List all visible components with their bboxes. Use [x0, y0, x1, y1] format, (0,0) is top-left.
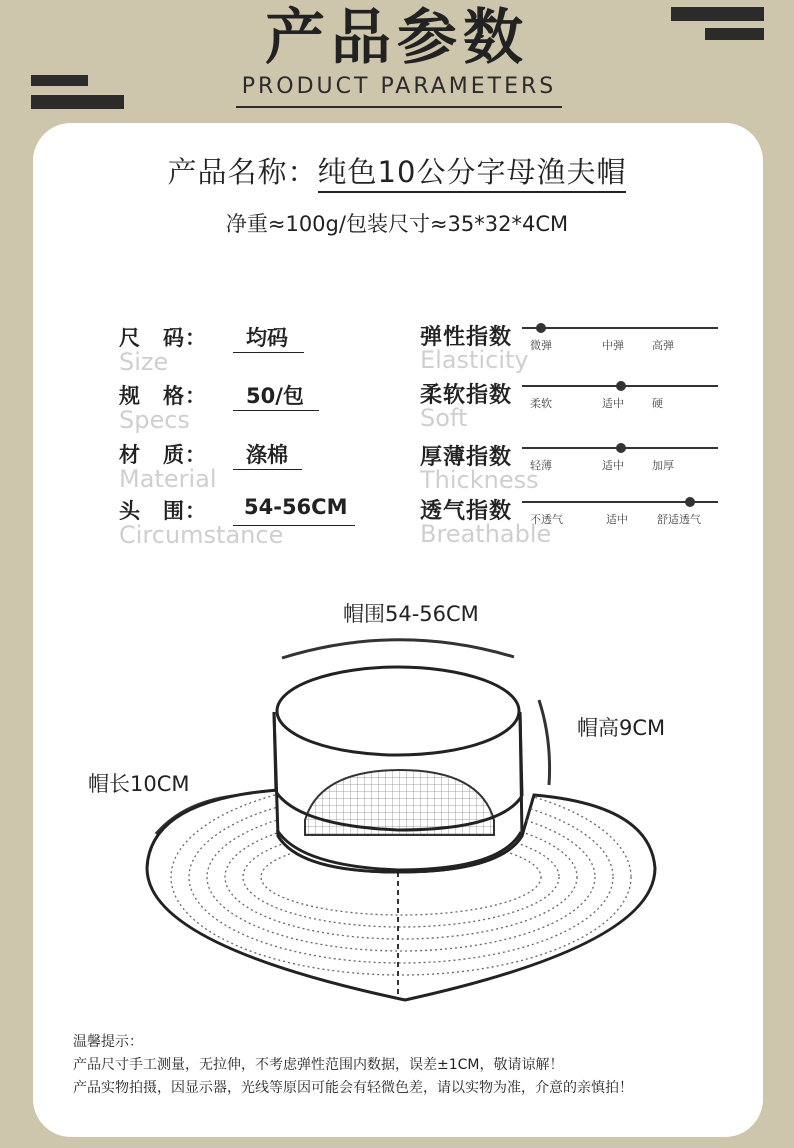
product-name-label: 产品名称：	[167, 155, 318, 189]
index-label: 透气指数	[420, 499, 513, 524]
circumference-arc	[282, 640, 514, 658]
hat-top	[277, 667, 519, 755]
index-label: 柔软指数	[420, 383, 513, 408]
tips-title: 温馨提示：	[73, 1034, 143, 1050]
circumference-label: 帽围54-56CM	[343, 602, 479, 626]
spec-english: Specs	[119, 406, 190, 434]
spec-value: 54-56CM	[244, 495, 348, 519]
index-english: Soft	[420, 404, 468, 432]
index-english: Breathable	[420, 520, 552, 548]
index-scale-label: 适中	[606, 513, 628, 526]
tips-line: 产品尺寸手工测量，无拉伸，不考虑弹性范围内数据，误差±1CM，敬请谅解！	[73, 1057, 564, 1073]
spec-english: Circumstance	[119, 521, 284, 549]
spec-label: 规 格：	[119, 384, 207, 408]
spec-value: 均码	[246, 326, 288, 350]
index-scale-label: 轻薄	[530, 459, 552, 472]
spec-english: Material	[119, 465, 217, 493]
height-label: 帽高9CM	[577, 716, 666, 740]
index-scale-label: 加厚	[652, 459, 674, 472]
index-scale-label: 高弹	[652, 339, 674, 352]
spec-value: 涤棉	[246, 443, 288, 467]
spec-label: 材 质：	[119, 443, 207, 467]
page-subtitle: PRODUCT PARAMETERS	[241, 74, 557, 99]
product-weight: 净重≈100g/包装尺寸≈35*32*4CM	[225, 212, 569, 236]
index-scale-label: 硬	[652, 397, 663, 410]
spec-label: 头 围：	[119, 499, 207, 523]
tips-line: 产品实物拍摄，因显示器，光线等原因可能会有轻微色差，请以实物为准，介意的亲慎拍！	[73, 1080, 633, 1096]
spec-english: Size	[119, 348, 169, 376]
index-scale-label: 适中	[602, 459, 624, 472]
brim-label: 帽长10CM	[88, 772, 190, 796]
page-title: 产品参数	[265, 3, 529, 73]
index-english: Elasticity	[420, 346, 529, 374]
index-scale-label: 中弹	[602, 339, 624, 352]
spec-label: 尺 码：	[119, 326, 207, 350]
index-scale-label: 微弹	[530, 339, 552, 352]
index-scale-label: 适中	[602, 397, 624, 410]
product-name-value: 纯色10公分字母渔夫帽	[318, 155, 627, 193]
index-label: 弹性指数	[420, 325, 513, 350]
index-english: Thickness	[420, 466, 539, 494]
spec-value: 50/包	[246, 384, 304, 408]
index-scale-label: 舒适透气	[657, 513, 701, 526]
index-scale-label: 不透气	[530, 513, 563, 526]
index-label: 厚薄指数	[420, 445, 513, 470]
height-arc	[539, 700, 550, 785]
index-scale-label: 柔软	[530, 397, 552, 410]
